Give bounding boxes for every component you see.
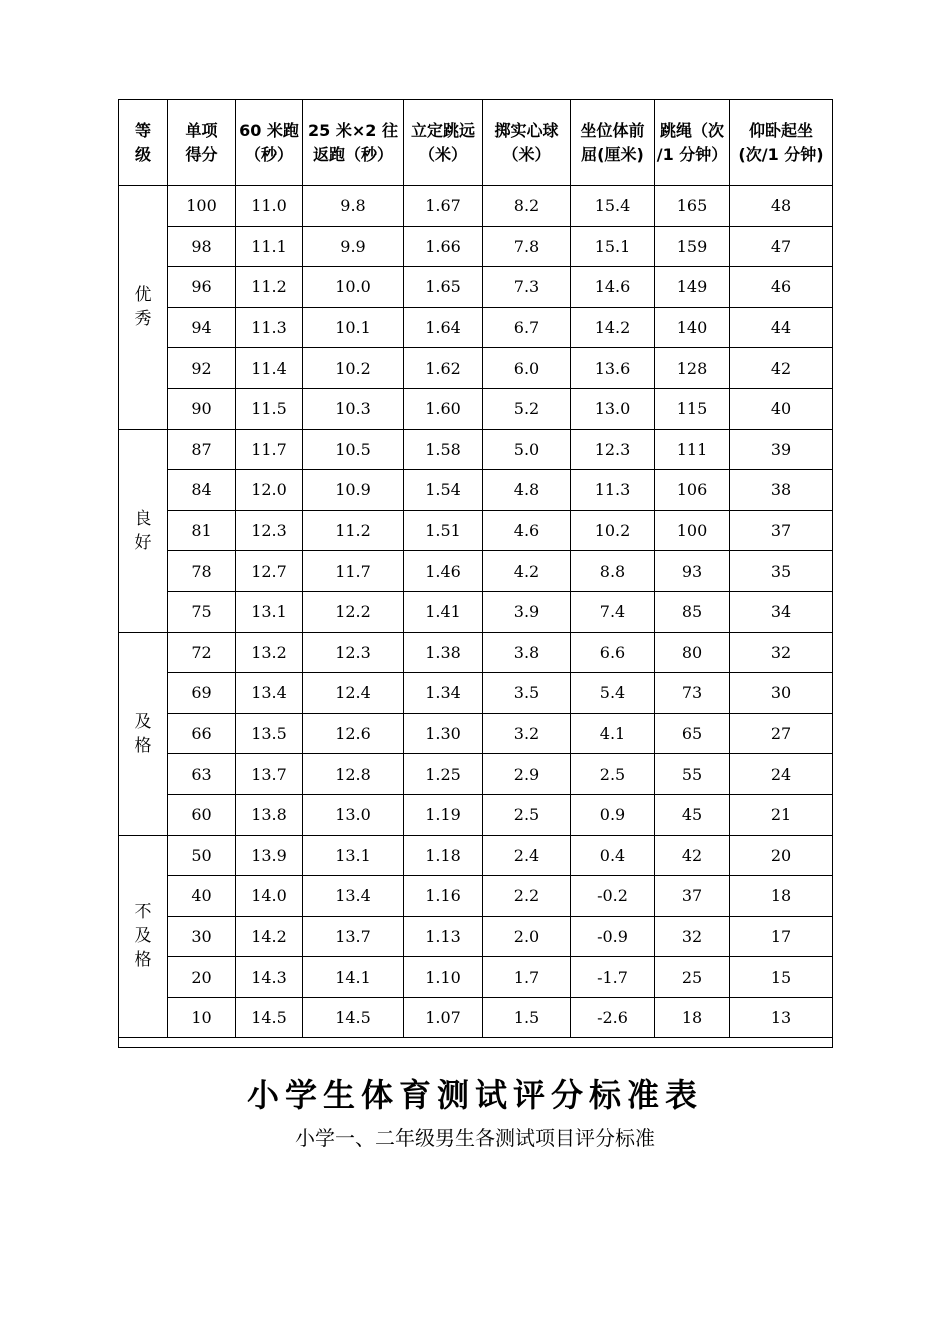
level-label: 不及格	[134, 902, 152, 971]
table-cell: 10.5	[303, 429, 404, 470]
table-cell: 3.9	[483, 591, 571, 632]
column-header	[655, 100, 730, 186]
table-cell: 11.3	[571, 470, 655, 511]
column-header-line: 25 米×2 往	[308, 120, 398, 140]
column-header-line: (次/1 分钟)	[738, 144, 824, 164]
table-row	[119, 226, 833, 267]
table-cell: 34	[730, 591, 833, 632]
table-cell: 13.8	[236, 794, 303, 835]
table-cell: 14.1	[303, 957, 404, 998]
table-cell: 14.2	[571, 307, 655, 348]
column-header-line: 屈(厘米)	[581, 144, 644, 164]
table-cell: 1.58	[404, 429, 483, 470]
table-cell: 42	[730, 348, 833, 389]
table-cell: 55	[655, 754, 730, 795]
table-row	[119, 348, 833, 389]
table-cell: 32	[655, 916, 730, 957]
table-cell: 18	[655, 997, 730, 1038]
table-cell: -0.2	[571, 876, 655, 917]
column-header	[168, 100, 236, 186]
table-cell: 4.6	[483, 510, 571, 551]
column-header-line: 掷实心球	[494, 120, 559, 140]
table-cell: 46	[730, 267, 833, 308]
table-cell: 32	[730, 632, 833, 673]
table-cell: 11.1	[236, 226, 303, 267]
table-cell: 12.3	[571, 429, 655, 470]
table-cell: 1.07	[404, 997, 483, 1038]
score-standard-table	[118, 99, 833, 1048]
column-header-line: （米）	[418, 144, 467, 164]
table-cell: 7.8	[483, 226, 571, 267]
table-cell: 3.5	[483, 673, 571, 714]
table-cell: 1.60	[404, 388, 483, 429]
table-cell: 73	[655, 673, 730, 714]
table-cell: 37	[730, 510, 833, 551]
table-cell: 11.3	[236, 307, 303, 348]
table-cell: 11.4	[236, 348, 303, 389]
table-cell: 15	[730, 957, 833, 998]
table-cell: 1.54	[404, 470, 483, 511]
table-cell: 149	[655, 267, 730, 308]
level-label: 良好	[134, 508, 152, 553]
table-row	[119, 794, 833, 835]
table-cell: 9.8	[303, 186, 404, 227]
table-cell: 14.6	[571, 267, 655, 308]
table-cell: 4.8	[483, 470, 571, 511]
table-row	[119, 591, 833, 632]
table-cell: 1.25	[404, 754, 483, 795]
table-cell: 10.2	[571, 510, 655, 551]
table-cell: 1.5	[483, 997, 571, 1038]
table-cell: 94	[168, 307, 236, 348]
table-header-row	[119, 100, 833, 186]
table-cell: 14.0	[236, 876, 303, 917]
table-cell: 87	[168, 429, 236, 470]
table-cell: 1.18	[404, 835, 483, 876]
table-cell: 1.64	[404, 307, 483, 348]
table-cell: 39	[730, 429, 833, 470]
table-cell: 7.4	[571, 591, 655, 632]
table-cell: 159	[655, 226, 730, 267]
table-cell: 9.9	[303, 226, 404, 267]
table-cell: 38	[730, 470, 833, 511]
table-cell: 78	[168, 551, 236, 592]
table-footer-cell	[119, 1038, 833, 1048]
table-cell: 12.4	[303, 673, 404, 714]
table-cell: 10.9	[303, 470, 404, 511]
table-cell: 13	[730, 997, 833, 1038]
table-row	[119, 997, 833, 1038]
table-cell: 100	[168, 186, 236, 227]
table-cell: 30	[730, 673, 833, 714]
table-cell: 10.0	[303, 267, 404, 308]
table-cell: 7.3	[483, 267, 571, 308]
table-cell: 85	[655, 591, 730, 632]
table-cell: 13.6	[571, 348, 655, 389]
column-header	[730, 100, 833, 186]
table-cell: 13.1	[303, 835, 404, 876]
table-cell: 47	[730, 226, 833, 267]
table-cell: 45	[655, 794, 730, 835]
table-cell: 11.7	[236, 429, 303, 470]
table-cell: 24	[730, 754, 833, 795]
table-cell: 72	[168, 632, 236, 673]
table-cell: 12.8	[303, 754, 404, 795]
table-row	[119, 957, 833, 998]
table-cell: 48	[730, 186, 833, 227]
table-cell: 13.0	[303, 794, 404, 835]
table-cell: 15.4	[571, 186, 655, 227]
table-cell: 6.0	[483, 348, 571, 389]
column-header-line: （秒）	[244, 144, 293, 164]
table-cell: 12.6	[303, 713, 404, 754]
column-header	[119, 100, 168, 186]
table-cell: 8.8	[571, 551, 655, 592]
table-cell: 106	[655, 470, 730, 511]
table-cell: 80	[655, 632, 730, 673]
table-cell: -0.9	[571, 916, 655, 957]
table-cell: 14.2	[236, 916, 303, 957]
table-cell: 10	[168, 997, 236, 1038]
table-body	[119, 186, 833, 1048]
table-cell: 4.1	[571, 713, 655, 754]
table-cell: 20	[168, 957, 236, 998]
table-cell: -2.6	[571, 997, 655, 1038]
table-cell: 8.2	[483, 186, 571, 227]
table-cell: 6.7	[483, 307, 571, 348]
table-cell: 40	[168, 876, 236, 917]
table-row	[119, 632, 833, 673]
table-row	[119, 713, 833, 754]
table-row	[119, 470, 833, 511]
table-cell: 25	[655, 957, 730, 998]
table-cell: 60	[168, 794, 236, 835]
table-cell: 3.2	[483, 713, 571, 754]
table-cell: 35	[730, 551, 833, 592]
table-cell: -1.7	[571, 957, 655, 998]
table-cell: 0.9	[571, 794, 655, 835]
table-cell: 2.0	[483, 916, 571, 957]
table-cell: 13.7	[236, 754, 303, 795]
table-cell: 81	[168, 510, 236, 551]
table-cell: 4.2	[483, 551, 571, 592]
table-cell: 66	[168, 713, 236, 754]
table-cell: 13.7	[303, 916, 404, 957]
table-cell: 11.7	[303, 551, 404, 592]
table-cell: 65	[655, 713, 730, 754]
table-cell: 115	[655, 388, 730, 429]
table-cell: 93	[655, 551, 730, 592]
column-header-line: 单项	[185, 120, 218, 140]
table-cell: 1.65	[404, 267, 483, 308]
table-cell: 5.4	[571, 673, 655, 714]
table-cell: 1.66	[404, 226, 483, 267]
table-cell: 13.1	[236, 591, 303, 632]
column-header	[236, 100, 303, 186]
table-cell: 98	[168, 226, 236, 267]
table-cell: 1.19	[404, 794, 483, 835]
table-cell: 10.1	[303, 307, 404, 348]
table-cell: 75	[168, 591, 236, 632]
table-cell: 1.67	[404, 186, 483, 227]
table-row	[119, 429, 833, 470]
table-row	[119, 510, 833, 551]
table-row	[119, 267, 833, 308]
column-header-line: 60 米跑	[239, 120, 299, 140]
table-cell: 17	[730, 916, 833, 957]
table-cell: 18	[730, 876, 833, 917]
table-cell: 96	[168, 267, 236, 308]
table-cell: 37	[655, 876, 730, 917]
table-row	[119, 388, 833, 429]
table-footer-row	[119, 1038, 833, 1048]
table-cell: 15.1	[571, 226, 655, 267]
column-header-line: 坐位体前	[580, 120, 645, 140]
table-cell: 14.3	[236, 957, 303, 998]
level-label: 优秀	[134, 285, 152, 330]
table-cell: 1.7	[483, 957, 571, 998]
table-cell: 11.5	[236, 388, 303, 429]
table-cell: 13.9	[236, 835, 303, 876]
column-header-line: 立定跳远	[410, 120, 475, 140]
table-row	[119, 673, 833, 714]
table-cell: 10.3	[303, 388, 404, 429]
column-header	[571, 100, 655, 186]
table-cell: 14.5	[236, 997, 303, 1038]
column-header	[404, 100, 483, 186]
table-row	[119, 876, 833, 917]
table-cell: 10.2	[303, 348, 404, 389]
table-cell: 1.10	[404, 957, 483, 998]
table-cell: 5.0	[483, 429, 571, 470]
table-cell: 11.2	[303, 510, 404, 551]
column-header-line: /1 分钟）	[656, 144, 728, 164]
page-subtitle: 小学一、二年级男生各测试项目评分标准	[295, 1126, 655, 1150]
table-row	[119, 754, 833, 795]
table-cell: 69	[168, 673, 236, 714]
table-cell: 44	[730, 307, 833, 348]
page-title: 小学生体育测试评分标准表	[246, 1076, 703, 1114]
table-cell: 90	[168, 388, 236, 429]
column-header-line: 返跑（秒）	[312, 144, 393, 164]
table-cell: 1.41	[404, 591, 483, 632]
table-cell: 1.16	[404, 876, 483, 917]
table-cell: 1.51	[404, 510, 483, 551]
table-cell: 5.2	[483, 388, 571, 429]
column-header-line: 仰卧起坐	[748, 120, 813, 140]
level-label: 及格	[134, 711, 152, 756]
table-cell: 11.2	[236, 267, 303, 308]
table-cell: 1.30	[404, 713, 483, 754]
table-cell: 12.2	[303, 591, 404, 632]
table-cell: 11.0	[236, 186, 303, 227]
table-cell: 6.6	[571, 632, 655, 673]
table-cell: 21	[730, 794, 833, 835]
table-cell: 0.4	[571, 835, 655, 876]
table-cell: 12.0	[236, 470, 303, 511]
table-cell: 140	[655, 307, 730, 348]
table-cell: 14.5	[303, 997, 404, 1038]
column-header	[483, 100, 571, 186]
table-cell: 13.2	[236, 632, 303, 673]
table-cell: 13.4	[236, 673, 303, 714]
table-cell: 2.9	[483, 754, 571, 795]
table-cell: 40	[730, 388, 833, 429]
column-header-line: 等	[134, 120, 151, 140]
table-cell: 2.2	[483, 876, 571, 917]
table-cell: 20	[730, 835, 833, 876]
table-cell: 13.5	[236, 713, 303, 754]
column-header-line: 级	[134, 144, 151, 164]
table-row	[119, 307, 833, 348]
table-cell: 1.62	[404, 348, 483, 389]
level-cell	[119, 632, 168, 835]
table-row	[119, 916, 833, 957]
level-cell	[119, 429, 168, 632]
table-cell: 1.13	[404, 916, 483, 957]
column-header-line: 得分	[185, 144, 218, 164]
table-cell: 2.5	[483, 794, 571, 835]
level-cell	[119, 835, 168, 1038]
table-cell: 50	[168, 835, 236, 876]
table-cell: 13.0	[571, 388, 655, 429]
table-cell: 30	[168, 916, 236, 957]
table-cell: 1.34	[404, 673, 483, 714]
table-cell: 12.7	[236, 551, 303, 592]
table-cell: 3.8	[483, 632, 571, 673]
table-cell: 84	[168, 470, 236, 511]
table-cell: 12.3	[236, 510, 303, 551]
table-cell: 100	[655, 510, 730, 551]
table-cell: 12.3	[303, 632, 404, 673]
table-cell: 1.38	[404, 632, 483, 673]
table-cell: 13.4	[303, 876, 404, 917]
table-cell: 111	[655, 429, 730, 470]
table-row	[119, 835, 833, 876]
table-cell: 2.4	[483, 835, 571, 876]
table-cell: 63	[168, 754, 236, 795]
table-cell: 1.46	[404, 551, 483, 592]
level-cell	[119, 186, 168, 430]
table-cell: 165	[655, 186, 730, 227]
column-header	[303, 100, 404, 186]
table-row	[119, 551, 833, 592]
table-row	[119, 186, 833, 227]
table-cell: 128	[655, 348, 730, 389]
column-header-line: 跳绳（次	[659, 120, 724, 140]
table-cell: 2.5	[571, 754, 655, 795]
table-cell: 27	[730, 713, 833, 754]
column-header-line: （米）	[502, 144, 551, 164]
table-cell: 92	[168, 348, 236, 389]
table-cell: 42	[655, 835, 730, 876]
